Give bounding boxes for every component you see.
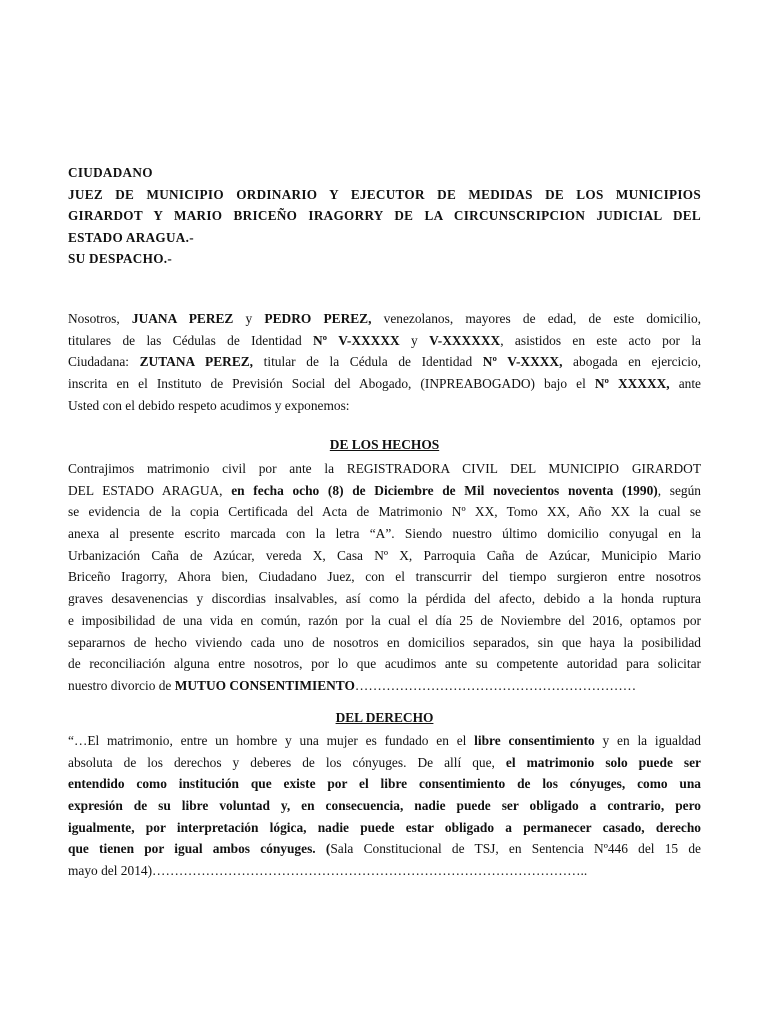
- text-line: Nosotros, JUANA PEREZ y PEDRO PEREZ, venezolanos, mayores de edad, de este domicilio,: [68, 311, 701, 326]
- text-line: Briceño Iragorry, Ahora bien, Ciudadano Juez, con el transcurrir del tiempo surgieron entre nosotros: [68, 569, 701, 585]
- derecho-paragraph: [68, 730, 701, 882]
- text-line: anexa al presente escrito marcada con la letra “A”. Siendo nuestro último domicilio conyugal en la: [68, 526, 701, 542]
- text-line: absoluta de los derechos y deberes de los cónyuges. De allí que, el matrimonio solo puede ser: [68, 754, 702, 770]
- document-heading: [68, 162, 701, 270]
- text-line: nuestro divorcio de MUTUO CONSENTIMIENTO………………………………………………………: [68, 677, 637, 693]
- text-line: de reconciliación alguna entre nosotros, por lo que acudimos ante su competente autoridad para solicitar: [68, 656, 701, 672]
- text-line: titulares de las Cédulas de Identidad Nº V-XXXXX y V-XXXXXX, asistidos en este acto por la: [68, 332, 701, 348]
- text-line: “…El matrimonio, entre un hombre y una mujer es fundado en el libre consentimiento y en la igualdad: [68, 733, 701, 748]
- text-line: entendido como institución que existe por el libre consentimiento de los cónyuges, como una: [68, 776, 701, 792]
- heading-line: CIUDADANO: [68, 165, 153, 180]
- text-line: separarnos de hecho viviendo cada uno de nosotros en domicilios separados, sin que haya la posibilidad: [68, 634, 701, 650]
- heading-line: ESTADO ARAGUA.-: [68, 229, 194, 245]
- text-line: graves desavenencias y discordias insalvables, así como la pérdida del afecto, debido a la honda ruptura: [68, 591, 701, 607]
- text-line: igualmente, por interpretación lógica, nadie puede estar obligado a permanecer casado, derecho: [68, 819, 701, 835]
- text-line: DEL ESTADO ARAGUA, en fecha ocho (8) de Diciembre de Mil novecientos noventa (1990), según: [68, 482, 701, 498]
- section-title-derecho: DEL DERECHO: [335, 710, 434, 725]
- text-line: inscrita en el Instituto de Previsión Social del Abogado, (INPREABOGADO) bajo el Nº XXXXX, ante: [68, 376, 701, 392]
- intro-paragraph: [68, 308, 701, 416]
- text-line: Urbanización Caña de Azúcar, vereda X, Casa Nº X, Parroquia Caña de Azúcar, Municipio Mario: [68, 547, 701, 563]
- heading-line: GIRARDOT Y MARIO BRICEÑO IRAGORRY DE LA CIRCUNSCRIPCION JUDICIAL DEL: [68, 208, 701, 224]
- text-line: expresión de su libre voluntad y, en consecuencia, nadie puede ser obligado a contrario, pero: [68, 798, 701, 814]
- text-line: Contrajimos matrimonio civil por ante la REGISTRADORA CIVIL DEL MUNICIPIO GIRARDOT: [68, 461, 701, 476]
- text-line: Usted con el debido respeto acudimos y exponemos:: [68, 397, 350, 413]
- text-line: Ciudadana: ZUTANA PEREZ, titular de la Cédula de Identidad Nº V-XXXX, abogada en ejercicio,: [68, 354, 701, 370]
- text-line: e imposibilidad de una vida en común, razón por la cual el día 25 de Noviembre del 2016, optamos por: [68, 612, 701, 628]
- hechos-paragraph: [68, 458, 701, 697]
- text-line: se evidencia de la copia Certificada del Acta de Matrimonio Nº XX, Tomo XX, Año XX la cual se: [68, 504, 701, 520]
- text-line: que tienen por igual ambos cónyuges. (Sala Constitucional de TSJ, en Sentencia Nº446 del 15 de: [68, 841, 701, 857]
- heading-line: JUEZ DE MUNICIPIO ORDINARIO Y EJECUTOR DE MEDIDAS DE LOS MUNICIPIOS: [68, 186, 701, 202]
- section-title-hechos: DE LOS HECHOS: [329, 437, 440, 452]
- heading-line: SU DESPACHO.-: [68, 251, 173, 267]
- text-line: mayo del 2014)……………………………………………………………………………………..: [68, 863, 588, 879]
